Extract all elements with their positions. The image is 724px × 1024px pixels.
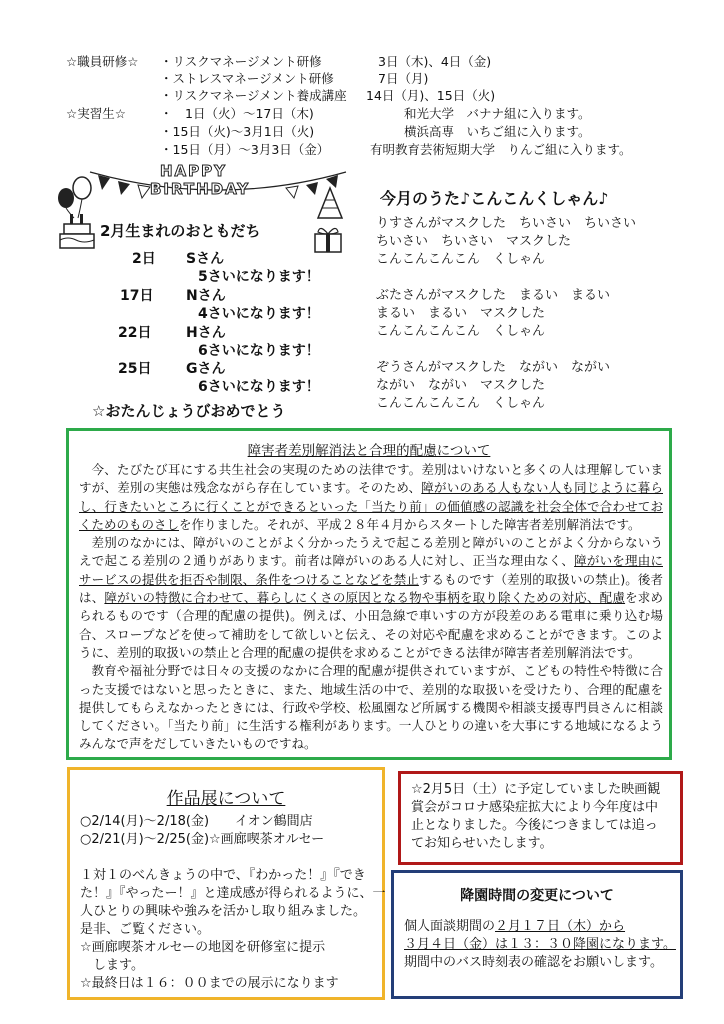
film-cancellation-box: [398, 771, 683, 865]
discrimination-paragraph: [79, 461, 663, 534]
song-line: ながい ながい マスクした: [376, 378, 546, 393]
intern-detail: 横浜高専 いちご組に入ります。: [404, 124, 591, 139]
happy-banner-text: HAPPY: [160, 162, 228, 180]
training-item-name: ・リスクマネージメント研修: [160, 54, 322, 69]
dismissal-time-box: [391, 870, 683, 999]
text-run: 教育や福祉分野では日々の支援のなかに合理的配慮が提供されていますが、こどもの特性や特徴に合: [91, 663, 663, 679]
works-body-line: 是非、ご覧ください。: [80, 922, 211, 937]
song-line: まるい まるい マスクした: [376, 306, 546, 321]
intern-period: ・15日（月）～3月3日（金）: [160, 142, 330, 157]
text-run: みんなで声をだしていきたいものですね。: [79, 736, 317, 752]
discrimination-body: [79, 461, 663, 754]
song-title: 今月のうた♪こんこんくしゃん♪: [380, 189, 609, 208]
birthday-age: 4さいになります！: [198, 306, 320, 322]
training-item-name: ・ストレスマネージメント研修: [160, 71, 334, 86]
works-exhibition-box: [67, 767, 385, 1000]
underlined-text: ２月１７日（木）から: [495, 919, 626, 934]
dismissal-line: [404, 919, 625, 935]
dismissal-line: 期間中のバス時刻表の確認をお願いします。: [404, 955, 663, 970]
intern-detail: 有明教育芸術短期大学 りんご組に入ります。: [370, 142, 632, 157]
works-body-line: ☆画廊喫茶オルセーの地図を研修室に提示: [80, 940, 326, 955]
birthday-heading: 2月生まれのおともだち: [100, 222, 261, 240]
works-schedule: ○2/21(月)～2/25(金)☆画廊喫茶オルセー: [80, 832, 325, 847]
underlined-text: 障がいを理由に: [574, 553, 663, 569]
discrimination-paragraph: [79, 662, 663, 753]
song-line: ぞうさんがマスクした ながい ながい: [376, 360, 611, 375]
song-line: ちいさい ちいさい マスクした: [376, 234, 572, 249]
training-item-dates: 14日（月)、15日（火): [366, 88, 496, 103]
text-run: を作りました。それが、平成２８年４月からスタートした障害者差別解消法です。: [179, 516, 641, 532]
dismissal-line: ３月４日（金）は１３：３０降園になります。: [404, 937, 676, 952]
birthday-age: 5さいになります！: [198, 269, 320, 285]
text-run: 今、たびたび耳にする共生社会の実現のための法律です。差別はいけないと多くの人は理解していま: [91, 462, 663, 477]
text-run: 合、スロープなどを使って補助をして欲しいと伝え、その対応や配慮を求めることができます。このよ: [79, 626, 663, 642]
birthday-day: 25日: [118, 361, 152, 377]
works-body-line: た！』『やったー！』と達成感が得られるように、一: [80, 886, 386, 901]
training-item-dates: 3日（木)、4日（金): [378, 54, 492, 69]
party-hat-icon: [310, 186, 350, 220]
underlined-text: サービスの提供を拒否や制限、条件をつけることなどを禁止: [79, 571, 419, 587]
birthday-banner-text: BIRTHDAY: [150, 180, 251, 198]
birthday-name: Nさん: [186, 288, 226, 304]
birthday-greeting: ☆おたんじょうびおめでとう: [92, 402, 286, 420]
text-run: してください。「当たり前」に生活する権利があります。一人ひとりの違いを大事にする地域になるよう: [79, 718, 663, 734]
works-title: 作品展について: [166, 789, 286, 809]
film-notice-line: 止となりました。今後につきましては追っ: [411, 818, 658, 833]
text-run: った支援ではないと思ったときに、また、地域生活の中で、差別的な取扱いを受けたり、合理的配慮を: [79, 681, 663, 697]
interns-label: ☆実習生☆: [66, 106, 126, 121]
text-run: するものです（差別的取扱いの禁止)。後者: [418, 571, 663, 587]
film-notice-line: てお知らせいたします。: [411, 836, 553, 851]
gift-icon: [312, 224, 344, 254]
text-run: うに、差別的取扱いの禁止と合理的配慮の提供を求めることができる法律が障害者差別解消法です。: [79, 644, 641, 660]
birthday-day: 17日: [120, 288, 154, 304]
song-line: こんこんこんこん くしゃん: [376, 396, 546, 411]
underlined-text: くためのものさし: [79, 516, 180, 532]
text-run: を求め: [625, 590, 663, 606]
works-body-line: ☆最終日は１６：００までの展示になります: [80, 976, 339, 991]
discrimination-act-box: [66, 428, 672, 760]
training-item-name: ・リスクマネージメント養成講座: [160, 88, 347, 103]
birthday-name: Sさん: [186, 251, 225, 267]
birthday-day: 2日: [132, 251, 156, 267]
birthday-age: 6さいになります！: [198, 379, 320, 395]
song-line: りすさんがマスクした ちいさい ちいさい: [376, 216, 637, 231]
film-notice-line: ☆2月5日（土）に予定していました映画観: [411, 782, 661, 797]
intern-period: ・ 1日（火）～17日（木): [160, 106, 314, 121]
text-run: られるものです（合理的配慮の提供)。例えば、小田急線で車いすの方が段差のある電車に乗り込む場: [79, 608, 663, 624]
intern-detail: 和光大学 バナナ組に入ります。: [404, 106, 591, 121]
song-line: こんこんこんこん くしゃん: [376, 324, 546, 339]
text-run: えで起こる差別の２通りがあります。前者は障がいのある人に対し、正当な理由なく、: [79, 553, 575, 569]
text-run: 提供してもらえなかったときには、行政や学校、松風園など所属する機関や相談支援専門員さんに相談: [79, 699, 663, 715]
discrimination-title: 障害者差別解消法と合理的配慮について: [247, 443, 491, 459]
staff-training-label: ☆職員研修☆: [66, 54, 139, 69]
birthday-name: Hさん: [186, 325, 226, 341]
birthday-name: Gさん: [186, 361, 226, 377]
underlined-text: し、行きたいところに行くことができるといった「当たり前」の価値感の認識を社会全体で合わせてお: [79, 498, 663, 514]
cake-icon: [58, 212, 98, 252]
training-item-dates: 7日（月): [378, 71, 429, 86]
text-run: すが、差別の実態は残念ながら存在しています。そのため、: [79, 480, 422, 496]
discrimination-paragraph: [79, 534, 663, 662]
dismissal-title: 降園時間の変更について: [460, 888, 614, 904]
text-run: 差別のなかには、障がいのことがよく分かったうえで起こる差別と障がいのことがよく分からないう: [91, 535, 663, 551]
intern-period: ・15日（火)～3月1日（火): [160, 124, 315, 139]
works-body-line: します。: [80, 958, 144, 973]
text-run: 個人面談期間の: [404, 919, 496, 934]
birthday-age: 6さいになります！: [198, 343, 320, 359]
works-schedule: ○2/14(月)～2/18(金) イオン鶴間店: [80, 814, 313, 829]
underlined-text: 障がいのある人もない人も同じように暮ら: [421, 480, 663, 496]
song-line: ぶたさんがマスクした まるい まるい: [376, 288, 611, 303]
text-run: は、: [79, 590, 105, 606]
underlined-text: 障がいの特徴に合わせて、暮らしにくさの原因となる物や事柄を取り除くための対応、配慮: [104, 590, 626, 606]
birthday-day: 22日: [118, 325, 152, 341]
works-body-line: １対１のべんきょうの中で、『わかった！』『でき: [80, 868, 366, 883]
film-notice-line: 賞会がコロナ感染症拡大により今年度は中: [411, 800, 659, 815]
song-line: こんこんこんこん くしゃん: [376, 252, 546, 267]
works-body-line: 人ひとりの興味や強みを活かし取り組みました。: [80, 904, 367, 919]
